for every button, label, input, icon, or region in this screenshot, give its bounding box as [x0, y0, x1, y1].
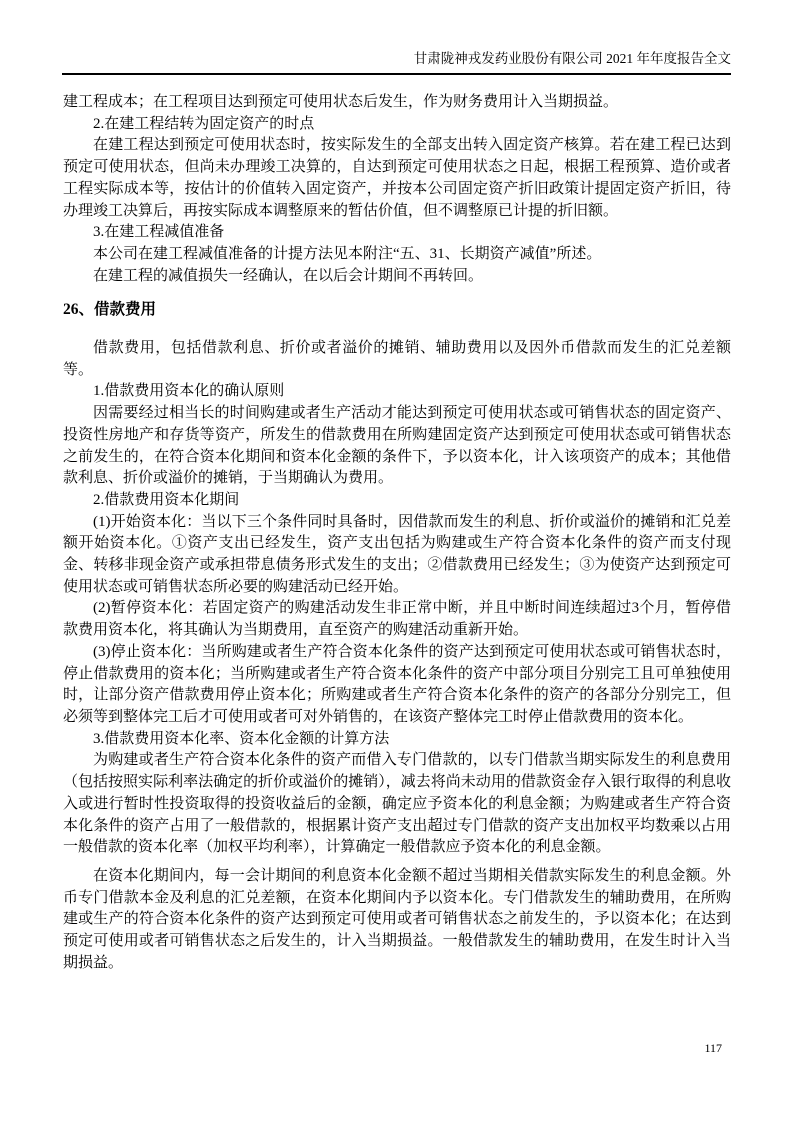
paragraph-cip-impairment-method: 本公司在建工程减值准备的计提方法见本附注“五、31、长期资产减值”所述。	[93, 245, 602, 262]
paragraph-capitalization-principle-body: 因需要经过相当长的时间购建或者生产活动才能达到预定可使用状态或可销售状态的固定资产、投资性房地产和存货等资产，所发生的借款费用在所购建固定资产达到预定可使用状态或可销售状态之前发生的，在符合资本化期间和资本化金额的条件下，予以资本化，计入该项资产的成本；其他借款利息、折价或溢价的摊销，于当期确认为费用。	[63, 405, 731, 487]
page-number: 117	[704, 1041, 722, 1055]
paragraph-capitalization-rate-title: 3.借款费用资本化率、资本化金额的计算方法	[93, 730, 390, 747]
paragraph-capitalization-principle-title: 1.借款费用资本化的确认原则	[93, 383, 285, 400]
section-heading-borrowing-costs: 26、借款费用	[63, 301, 157, 319]
paragraph-cip-transfer-body: 在建工程达到预定可使用状态时，按实际发生的全部支出转入固定资产核算。若在建工程已达到预定可使用状态，但尚未办理竣工决算的，自达到预定可使用状态之日起，根据工程预算、造价或者工程实际成本等，按估计的价值转入固定资产，并按本公司固定资产折旧政策计提固定资产折旧，待办理竣工决算后，再按实际成本调整原来的暂估价值，但不调整原已计提的折旧额。	[63, 137, 731, 219]
paragraph-capitalization-rate-body: 为购建或者生产符合资本化条件的资产而借入专门借款的，以专门借款当期实际发生的利息费用（包括按照实际利率法确定的折价或溢价的摊销），减去将尚未动用的借款资金存入银行取得的利息收入或进行暂时性投资取得的投资收益后的金额，确定应予资本化的利息金额；为购建或者生产符合资本化条件的资产占用了一般借款的，根据累计资产支出超过专门借款的资产支出加权平均数乘以占用一般借款的资本化率（加权平均利率），计算确定一般借款应予资本化的利息金额。	[63, 752, 731, 856]
page-footer	[704, 1041, 722, 1056]
paragraph-cip-transfer-title: 2.在建工程结转为固定资产的时点	[93, 115, 315, 132]
document-body	[63, 92, 731, 974]
paragraph-capitalization-limits: 在资本化期间内，每一会计期间的利息资本化金额不超过当期相关借款实际发生的利息金额。外币专门借款本金及利息的汇兑差额，在资本化期间内予以资本化。专门借款发生的辅助费用，在所购建或生产的符合资本化条件的资产达到预定可使用或者可销售状态之前发生的，予以资本化；在达到预定可使用或者可销售状态之后发生的，计入当期损益。一般借款发生的辅助费用，在发生时计入当期损益。	[63, 867, 731, 971]
page-header	[62, 50, 731, 75]
paragraph-capitalization-start: (1)开始资本化：当以下三个条件同时具备时，因借款而发生的利息、折价或溢价的摊销和汇兑差额开始资本化。①资产支出已经发生，资产支出包括为购建或生产符合资本化条件的资产而支付现金、转移非现金资产或承担带息债务形式发生的支出；②借款费用已经发生；③为使资产达到预定可使用状态或可销售状态所必要的购建活动已经开始。	[63, 513, 731, 595]
paragraph-capitalization-suspend: (2)暂停资本化：若固定资产的购建活动发生非正常中断，并且中断时间连续超过3个月，暂停借款费用资本化，将其确认为当期费用，直至资产的购建活动重新开始。	[63, 600, 731, 639]
paragraph-capitalization-period-title: 2.借款费用资本化期间	[93, 491, 240, 508]
report-title: 甘肃陇神戎发药业股份有限公司 2021 年年度报告全文	[413, 51, 731, 66]
paragraph-borrowing-costs-definition: 借款费用，包括借款利息、折价或者溢价的摊销、辅助费用以及因外币借款而发生的汇兑差额等。	[63, 340, 731, 378]
paragraph-construction-cost-continuation: 建工程成本；在工程项目达到预定可使用状态后发生，作为财务费用计入当期损益。	[63, 94, 619, 110]
paragraph-cip-impairment-title: 3.在建工程减值准备	[93, 224, 225, 241]
paragraph-cip-impairment-noreversal: 在建工程的减值损失一经确认，在以后会计期间不再转回。	[93, 267, 484, 284]
paragraph-capitalization-stop: (3)停止资本化：当所购建或者生产符合资本化条件的资产达到预定可使用状态或可销售状态时，停止借款费用的资本化；当所购建或者生产符合资本化条件的资产中部分项目分别完工且可单独使用时，让部分资产借款费用停止资本化；所购建或者生产符合资本化条件的资产的各部分分别完工，但必须等到整体完工后才可使用或者可对外销售的，在该资产整体完工时停止借款费用的资本化。	[63, 643, 731, 725]
